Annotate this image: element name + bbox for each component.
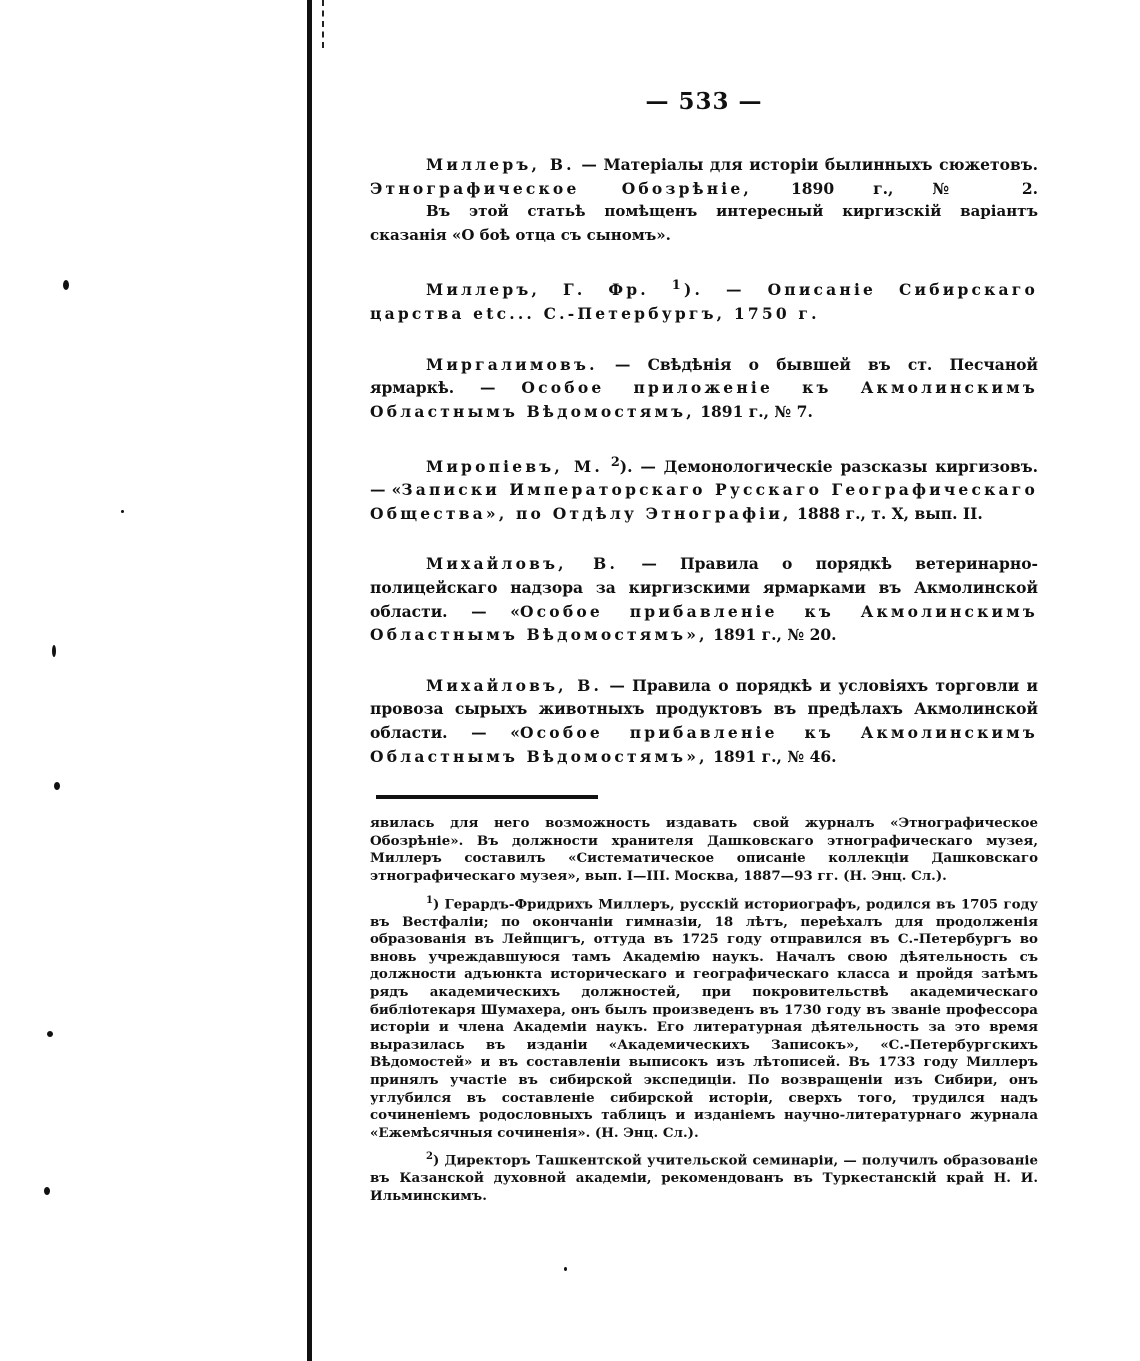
entry-author: Миропіевъ, М. [426, 456, 603, 476]
entry-title: — Свѣдѣнія о бывшей въ ст. Песчаной ярмаркѣ. — [370, 354, 1038, 398]
entry-citation [370, 274, 1038, 325]
footnote-mark: 1 [426, 894, 433, 906]
footnotes [370, 815, 1038, 1205]
entry-details: 1890 г., № 2. [752, 178, 1038, 198]
scan-speck [63, 280, 69, 290]
entry-citation [370, 674, 1038, 768]
entry-details: 1891 г., № 20. [707, 625, 837, 645]
footnote-continuation: явилась для него возможность издавать свой журналъ «Этнографическое Обозрѣніе». Въ должности хранителя Дашковскаго этнографическаго музея, Миллеръ составилъ «Систематическое описаніе коллекціи Дашковскаго этнографическаго музея», вып. I—III. Москва, 1887—93 гг. (Н. Энц. Сл.). [370, 815, 1038, 884]
entry-citation [370, 451, 1038, 526]
entry-author: Миллеръ, Г. Фр. [426, 280, 649, 300]
footnote-separator [376, 795, 598, 799]
entry-source: Записки Императорскаго Русскаго Географическаго Общества», по Отдѣлу Этнографіи, [370, 480, 1038, 523]
footnote-text: ) Директоръ Ташкентской учительской семинаріи, — получилъ образованіе въ Казанской духовной академіи, рекомендованъ въ Туркестанскій край Н. И. Ильминскимъ. [370, 1152, 1038, 1204]
bibliography-entry [370, 451, 1038, 526]
footnote-2 [370, 1148, 1038, 1205]
scan-speck [44, 1187, 50, 1195]
scan-speck [121, 510, 124, 513]
bibliography-entry [370, 153, 1038, 247]
scan-speck [52, 645, 56, 657]
entry-details: 1888 г., т. X, вып. II. [791, 503, 983, 523]
entry-title: — Правила о порядкѣ и условіяхъ торговли и провоза сырыхъ животныхъ продуктовъ въ предѣлахъ Акмолинской области. — « [370, 675, 1038, 742]
bibliography-entry [370, 674, 1038, 768]
gutter-dash-marks [322, 0, 326, 48]
scan-speck [47, 1031, 53, 1037]
footnote-mark: 1 [671, 278, 684, 294]
entry-author: Михайловъ, В. [426, 554, 619, 574]
footnote-text: ) Герардъ-Фридрихъ Миллеръ, русскій историографъ, родился въ 1705 году въ Вестфаліи; по окончаніи гимназіи, 18 лѣтъ, переѣхалъ для продолженія образованія въ Лейпцигъ, оттуда въ 1725 году отправился въ С.-Петербургъ во вновь учреждавшуюся тамъ Академію наукъ. Началъ свою дѣятельность съ должности адъюнкта историческаго и географическаго класса и пройдя затѣмъ рядъ академическихъ должностей, при покровительствѣ академическаго библіотекаря Шумахера, онъ былъ произведенъ въ 1730 году въ званіе профессора исторіи и члена Академіи наукъ. Его литературная дѣятельность за это время выразилась въ изданіи «Академическихъ Записокъ», «С.-Петербургскихъ Вѣдомостей» и въ составленіи выписокъ изъ лѣтописей. Въ 1733 году Миллеръ принялъ участіе въ сибирской экспедиціи. По возвращеніи изъ Сибири, онъ углубился въ составленіе сибирской исторіи, сверхъ того, трудился надъ сочиненіемъ родословныхъ таблицъ и изданіемъ научно-литературнаго журнала «Ежемѣсячныя сочиненія». (Н. Энц. Сл.). [370, 896, 1038, 1141]
bibliography-entry [370, 552, 1038, 646]
entry-citation [370, 153, 1038, 200]
entry-title: ). — Описаніе Сибирскаго царства etc... С.-Петербургъ, 1750 г. [370, 280, 1038, 324]
entry-title: ). — Демонологическіе разсказы киргизовъ. — « [370, 456, 1039, 500]
entry-citation [370, 353, 1038, 424]
footnote-mark: 2 [426, 1151, 433, 1163]
entry-author: Миргалимовъ. [426, 354, 598, 374]
entry-source: Особое прибавленіе къ Акмолинскимъ Областнымъ Вѣдомостямъ», [370, 723, 1038, 766]
entry-citation [370, 552, 1038, 646]
entry-source: Особое приложеніе къ Акмолинскимъ Областнымъ Вѣдомостямъ, [370, 378, 1038, 421]
bibliography-entry [370, 353, 1038, 424]
entry-source: Этнографическое Обозрѣніе, [370, 178, 752, 198]
scan-speck [54, 782, 60, 790]
bibliography-entry [370, 274, 1038, 325]
binding-gutter-line [307, 0, 312, 1361]
footnote-mark: 2 [610, 454, 620, 470]
entry-title: — Правила о порядкѣ ветеринарно-полицейскаго надзора за киргизскими ярмарками въ Акмолинской области. — « [370, 554, 1038, 621]
footnote-1 [370, 892, 1038, 1143]
entry-title: — Матеріалы для исторіи былинныхъ сюжетовъ. [574, 155, 1038, 174]
entry-details: 1891 г., № 46. [707, 746, 837, 766]
entry-note: Въ этой статьѣ помѣщенъ интересный киргизскій варіантъ сказанія «О боѣ отца съ сыномъ». [370, 202, 1038, 244]
entry-details: 1891 г., № 7. [694, 401, 813, 421]
page-number: — 533 — [645, 88, 763, 115]
book-page [370, 88, 1038, 1206]
scan-speck [564, 1267, 567, 1271]
entry-author: Михайловъ, В. [426, 675, 603, 695]
entry-source: Особое прибавленіе къ Акмолинскимъ Областнымъ Вѣдомостямъ», [370, 601, 1038, 645]
entry-author: Миллеръ, В. [426, 155, 575, 174]
